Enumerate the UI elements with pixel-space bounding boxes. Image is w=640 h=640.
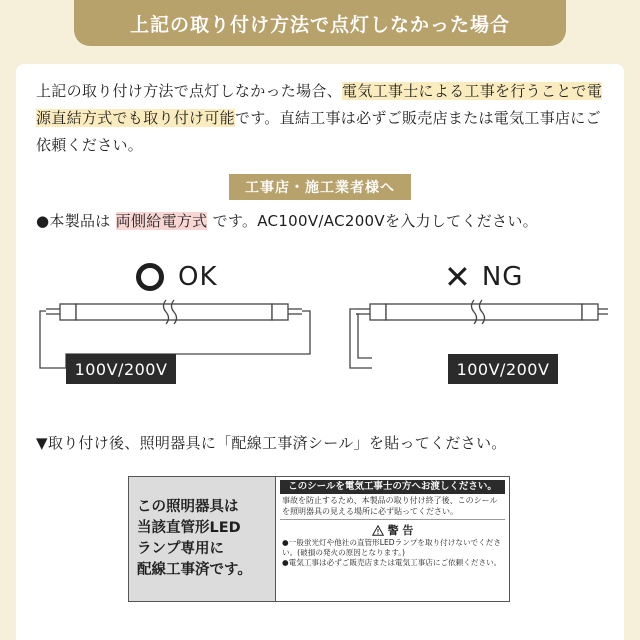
intro-text-2: です。直結工事は必ずご販売店または電気工事店にご依頼ください。 <box>36 109 601 154</box>
content-card <box>16 64 624 640</box>
sticker-line-3: ランプ専用に <box>137 541 224 557</box>
ng-verdict <box>444 258 523 296</box>
sticker-line-1: この照明器具は <box>137 499 239 515</box>
warning-triangle-icon <box>372 525 384 536</box>
warning-item-1: ●一般蛍光灯や他社の直管形LEDランプを取り付けないでください。(破損の発火の原因となります。) <box>282 538 501 557</box>
ok-voltage-box <box>66 354 176 384</box>
sticker-bar-title: このシールを電気工事士の方へお渡しください。 <box>280 480 505 494</box>
intro-highlight: 電気工事士による工事を行うことで電源直結方式でも取り付け可能 <box>36 82 603 127</box>
section-title: 上記の取り付け方法で点灯しなかった場合 <box>129 13 510 36</box>
product-prefix: ●本製品は <box>36 212 111 230</box>
contractor-badge <box>229 174 411 200</box>
intro-text-1: 上記の取り付け方法で点灯しなかった場合、 <box>36 82 343 100</box>
warning-header <box>280 519 505 538</box>
sticker-notice: 事故を防止するため、本製品の取り付け終了後、このシールを照明器具の見える場所に必ず貼ってください。 <box>282 496 498 516</box>
ng-label: NG <box>481 262 524 292</box>
ng-voltage-box <box>448 354 558 384</box>
sticker-line-4: 配線工事済です。 <box>137 562 252 578</box>
sticker-instruction-text: ▼取り付け後、照明器具に「配線工事済シール」を貼ってください。 <box>36 434 507 452</box>
sticker-instruction <box>36 430 616 456</box>
product-spec-line <box>36 208 616 234</box>
sticker-line-2: 当該直管形LED <box>137 520 241 536</box>
wiring-sticker <box>128 476 510 602</box>
warning-title: 警 告 <box>387 524 414 537</box>
cross-icon: ✕ <box>444 258 472 296</box>
product-suffix: です。AC100V/AC200Vを入力してください。 <box>212 212 538 230</box>
intro-paragraph <box>36 78 616 159</box>
badge-label: 工事店・施工業者様へ <box>245 180 395 196</box>
wiring-diagram <box>16 254 624 394</box>
product-highlight: 両側給電方式 <box>115 212 208 230</box>
sticker-main-panel <box>129 477 276 601</box>
ng-voltage-label: 100V/200V <box>456 359 550 379</box>
warning-item-2: ●電気工事は必ずご販売店または電気工事店にご依頼ください。 <box>282 557 502 567</box>
ok-label: OK <box>178 262 218 292</box>
sticker-warning-panel <box>276 477 509 601</box>
sticker-main-text <box>137 497 267 581</box>
section-header <box>74 0 566 46</box>
ok-voltage-label: 100V/200V <box>74 359 168 379</box>
